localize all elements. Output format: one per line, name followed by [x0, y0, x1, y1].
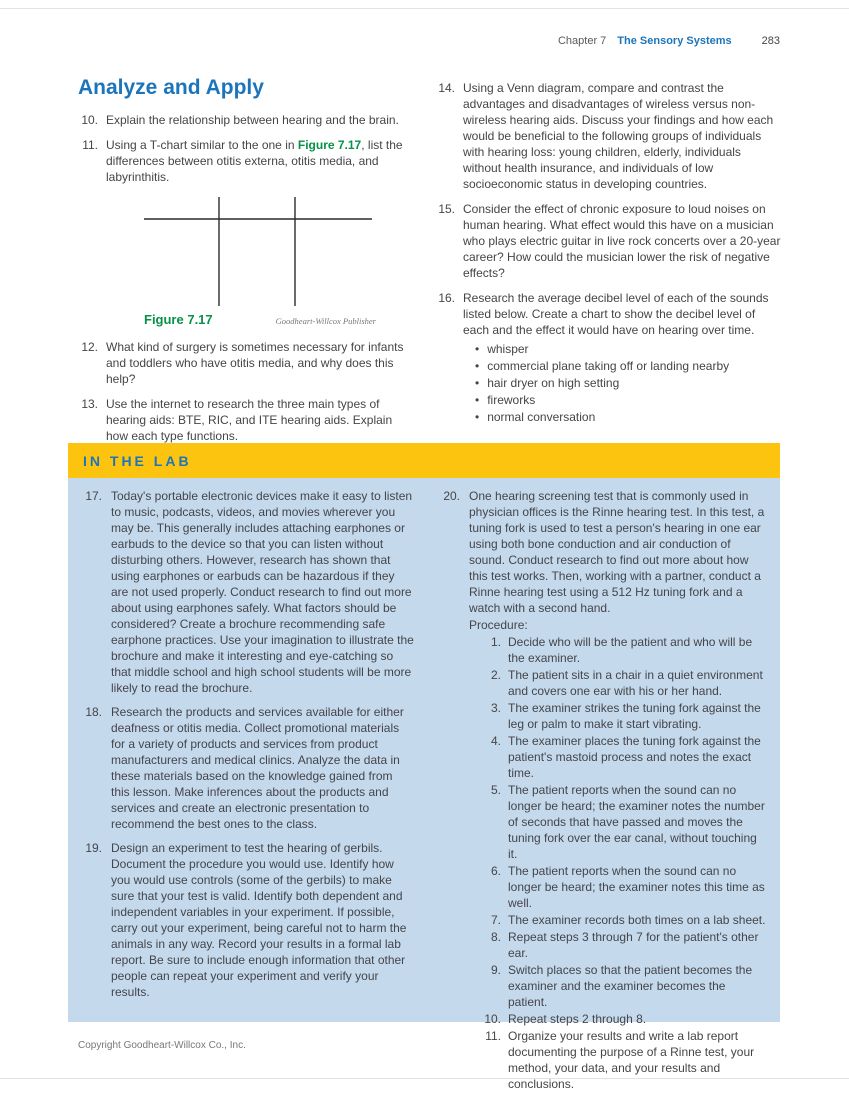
question-number: 18. [85, 705, 102, 719]
procedure-step [483, 667, 768, 699]
bullet-marker: • [475, 342, 480, 356]
list-item-text: fireworks [487, 393, 536, 407]
question-number: 20. [443, 489, 460, 503]
bullet-marker: • [475, 393, 480, 407]
question-number: 16. [438, 291, 455, 305]
sound-list [463, 341, 781, 425]
step-text: The examiner records both times on a lab sheet. [508, 913, 766, 927]
question-17 [80, 488, 414, 696]
page-number: 283 [761, 35, 780, 47]
procedure-step [483, 962, 768, 1010]
question-15 [435, 201, 781, 281]
step-number: 11. [485, 1029, 501, 1043]
procedure-step [483, 782, 768, 862]
question-text-after: , list the differences between otitis externa, otitis media, and labyrinthitis. [106, 138, 403, 184]
list-item [475, 409, 781, 425]
list-item [475, 375, 781, 391]
step-text: The patient reports when the sound can no longer be heard; the examiner notes the number of seconds that have passed and moves the tuning fork over the ear canal, without touching it. [508, 783, 765, 861]
question-text-intro: Research the average decibel level of each of the sounds listed below. Create a chart to show the decibel level of each and the effect it would have on hearing over time. [463, 291, 769, 337]
question-text: What kind of surgery is sometimes necessary for infants and toddlers who have otitis media, and why does this help? [106, 340, 404, 386]
question-text [463, 290, 781, 426]
question-text: Research the products and services available for either deafness or otitis media. Collect promotional materials for a variety of products and services from product manufacturers and medical clinics. Analyze the data in these materials based on the knowledge gained from this lesson. Make inferences about the products and services and create an electronic presentation to recommend the best ones to the class. [111, 705, 404, 831]
question-text: Consider the effect of chronic exposure to loud noises on human hearing. What effect would this have on a musician who plays electric guitar in live rock concerts over a 20-year career? How could the musician lower the risk of negative effects? [463, 202, 781, 280]
question-11 [78, 137, 412, 185]
procedure-step [483, 1011, 768, 1027]
step-text: The examiner places the tuning fork against the patient's mastoid process and notes the exact time. [508, 734, 761, 780]
question-16 [435, 290, 781, 426]
question-number: 14. [438, 81, 455, 95]
tchart-diagram [144, 197, 376, 309]
procedure-label: Procedure: [469, 618, 528, 632]
figure-caption: Figure 7.17 [144, 312, 213, 327]
procedure-step [483, 929, 768, 961]
question-text: Using a Venn diagram, compare and contrast the advantages and disadvantages of wireless versus non-wireless hearing aids. Discuss your findings and how each would be beneficial to the following groups of individuals with hearing loss: young children, elderly, individuals without health insurance, and individuals of low socioeconomic status in developing countries. [463, 81, 774, 191]
analyze-heading: Analyze and Apply [78, 76, 264, 99]
question-number: 13. [81, 397, 98, 411]
lab-left-column [80, 488, 414, 1022]
question-text: Use the internet to research the three main types of hearing aids: BTE, RIC, and ITE hearing aids. Explain how each type functions. [106, 397, 393, 443]
procedure-steps [469, 634, 768, 1092]
step-text: Decide who will be the patient and who will be the examiner. [508, 635, 753, 665]
question-13 [78, 396, 412, 444]
step-text: The patient sits in a chair in a quiet environment and covers one ear with his or her hand. [508, 668, 763, 698]
page-top-rule [0, 8, 849, 9]
question-text [106, 137, 412, 185]
procedure-step [483, 1028, 768, 1092]
question-number: 10. [81, 113, 98, 127]
figure-credit: Goodheart-Willcox Publisher [275, 316, 376, 326]
step-number: 6. [490, 864, 501, 878]
footer-copyright: Copyright Goodheart-Willcox Co., Inc. [78, 1040, 246, 1051]
step-text: The patient reports when the sound can no longer be heard; the examiner notes this time as well. [508, 864, 765, 910]
question-18 [80, 704, 414, 832]
list-item-text: hair dryer on high setting [487, 376, 620, 390]
question-number: 12. [81, 340, 98, 354]
lab-right-column [438, 488, 768, 1091]
figure-reference: Figure 7.17 [297, 138, 362, 152]
question-number: 17. [85, 489, 102, 503]
question-text: Design an experiment to test the hearing of gerbils. Document the procedure you would use. Identify how you would use controls (some of the gerbils) to make sure that your test is valid. Identify both dependent and independent variables in your experiment. If possible, carry out your experiment, being careful not to harm the animals in any way. Record your results in a formal lab report. Be sure to include enough information that other people can repeat your experiment and verify your results. [111, 841, 407, 999]
question-number: 15. [438, 202, 455, 216]
step-text: Switch places so that the patient becomes the examiner and the examiner becomes the patient. [508, 963, 753, 1009]
step-number: 5. [490, 783, 501, 797]
step-text: Repeat steps 2 through 8. [508, 1012, 647, 1026]
question-text: Explain the relationship between hearing and the brain. [106, 113, 399, 127]
question-number: 11. [82, 138, 98, 152]
list-item [475, 392, 781, 408]
analyze-right-column [435, 80, 781, 435]
procedure-step [483, 733, 768, 781]
step-number: 4. [490, 734, 501, 748]
lab-heading: IN THE LAB [83, 452, 192, 469]
question-14 [435, 80, 781, 192]
running-head [558, 35, 780, 47]
procedure-step [483, 700, 768, 732]
chapter-label: Chapter 7 [557, 35, 607, 47]
step-number: 10. [484, 1012, 501, 1026]
procedure-step [483, 863, 768, 911]
list-item-text: commercial plane taking off or landing nearby [487, 359, 730, 373]
figure-7-17 [144, 197, 376, 327]
question-number: 19. [85, 841, 102, 855]
list-item [475, 358, 781, 374]
list-item [475, 341, 781, 357]
step-number: 1. [490, 635, 501, 649]
step-text: The examiner strikes the tuning fork against the leg or palm to make it start vibrating. [508, 701, 761, 731]
lab-header-bar [68, 443, 780, 478]
question-19 [80, 840, 414, 1000]
list-item-text: normal conversation [487, 410, 596, 424]
step-number: 3. [490, 701, 501, 715]
step-number: 8. [490, 930, 501, 944]
step-text: Repeat steps 3 through 7 for the patient's other ear. [508, 930, 759, 960]
question-text: Today's portable electronic devices make it easy to listen to music, podcasts, videos, and movies wherever you may be. This generally includes attaching earphones or earbuds to the device so that you can listen without disturbing others. However, research has shown that using earphones or earbuds can be hazardous if they are not used properly. Conduct research to find out more about using earphones safely. What factors should be considered? Create a brochure recommending safe earphone practices. Use your imagination to illustrate the brochure and make it interesting and eye-catching so that middle school and high school students will be more likely to read the brochure. [111, 489, 414, 695]
procedure-step [483, 634, 768, 666]
question-10 [78, 112, 412, 128]
question-12 [78, 339, 412, 387]
question-text-before: Using a T-chart similar to the one in [106, 138, 298, 152]
list-item-text: whisper [487, 342, 529, 356]
step-number: 9. [490, 963, 501, 977]
step-text: Organize your results and write a lab report documenting the purpose of a Rinne test, your method, your data, and your results and conclusions. [508, 1029, 755, 1091]
question-20 [438, 488, 768, 1093]
bullet-marker: • [475, 359, 480, 373]
procedure-step [483, 912, 768, 928]
question-text-intro: One hearing screening test that is commonly used in physician offices is the Rinne hearing test. In this test, a tuning fork is used to test a person's hearing in one ear using both bone conduction and air conduction of sound. Conduct research to find out more about how this test works. Then, working with a partner, conduct a Rinne hearing test using a 512 Hz tuning fork and a watch with a second hand. [469, 489, 765, 615]
figure-caption-row [144, 312, 376, 327]
analyze-left-column [78, 76, 412, 453]
chapter-title: The Sensory Systems [617, 35, 732, 47]
bullet-marker: • [475, 376, 480, 390]
step-number: 2. [490, 668, 501, 682]
step-number: 7. [490, 913, 501, 927]
question-text [469, 488, 768, 1093]
bullet-marker: • [475, 410, 480, 424]
